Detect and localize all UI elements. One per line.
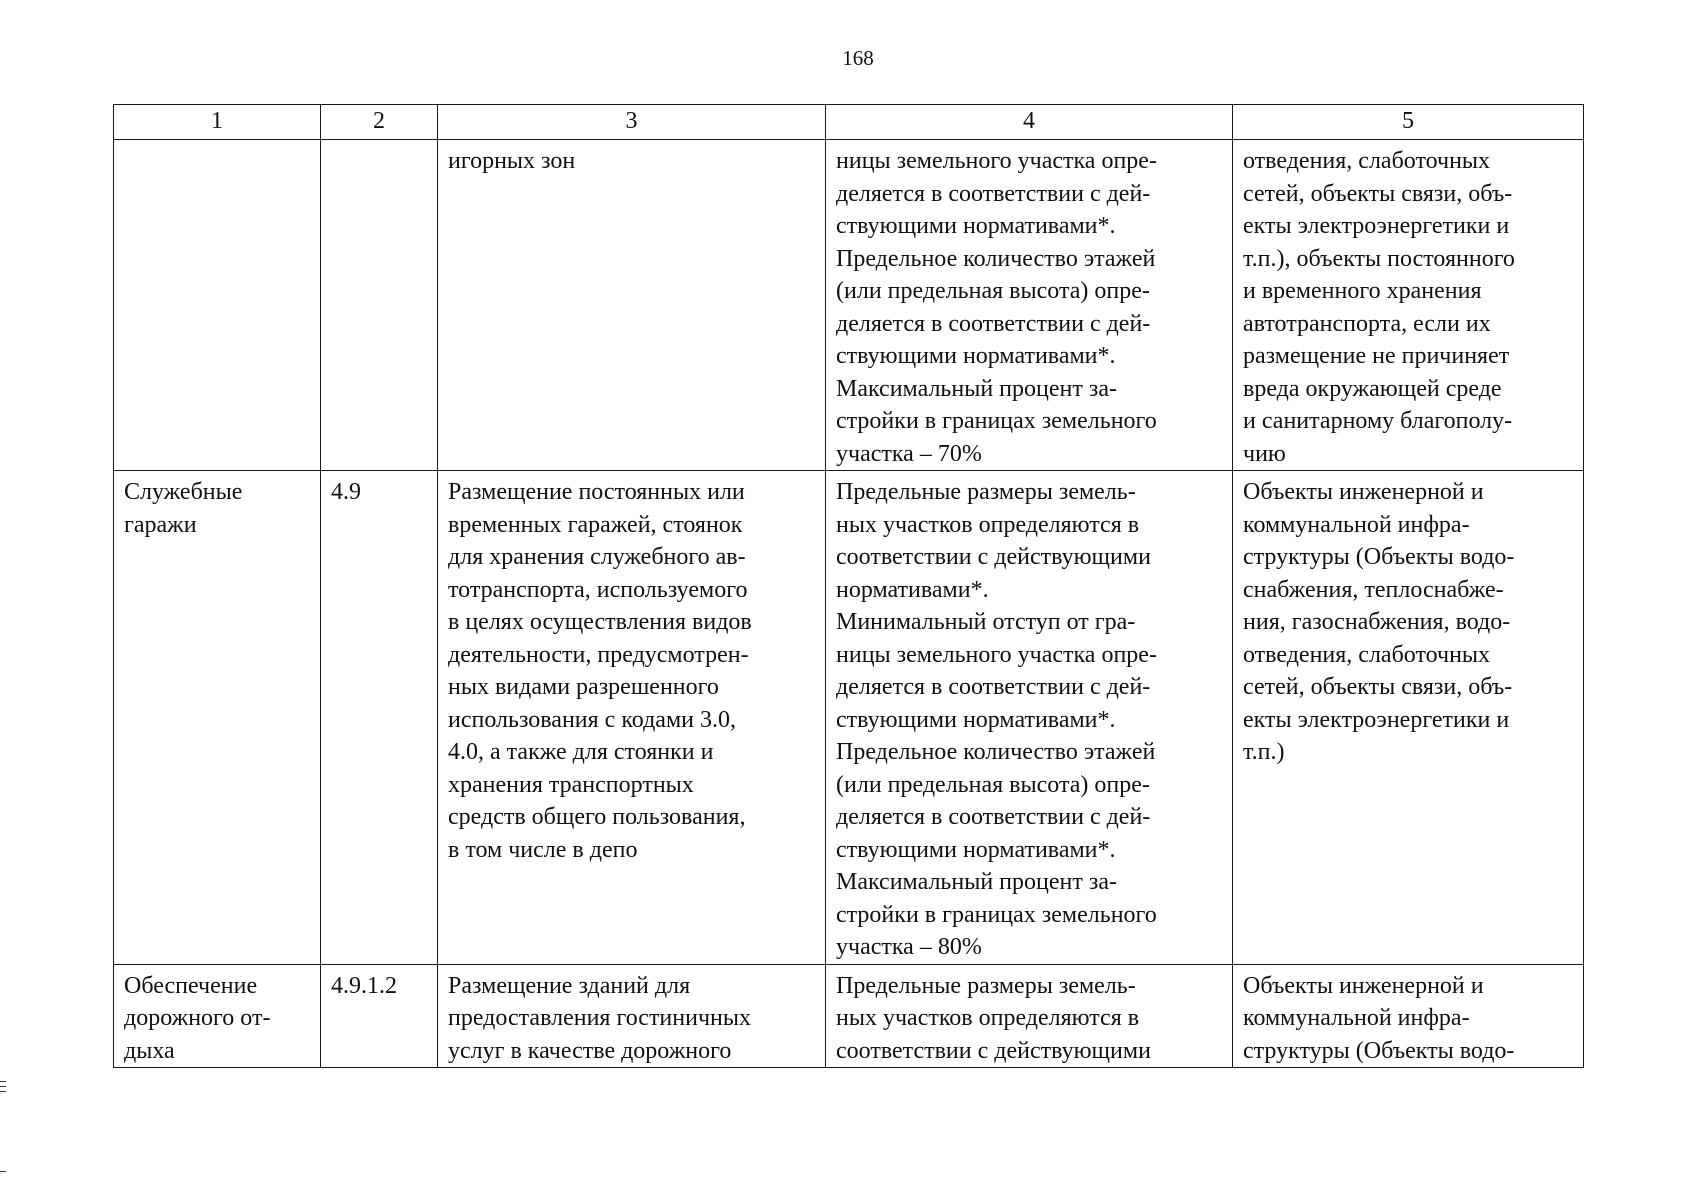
cell-text-line: Предельные размеры земель- (836, 972, 1136, 999)
cell-text-line: деятельности, предусмотрен- (448, 641, 749, 668)
cell-text-line: Максимальный процент за- (836, 375, 1117, 402)
cell-text-line: структуры (Объекты водо- (1243, 1037, 1515, 1064)
column-header: 5 (1233, 105, 1584, 140)
cell-text-line: Служебные (124, 479, 243, 505)
cell-text-line: участка – 70% (836, 440, 982, 467)
cell-text-line: для хранения служебного ав- (448, 544, 746, 570)
cell-text-line: в том числе в депо (448, 836, 638, 863)
cell-text-line: тотранспорта, используемого (448, 576, 748, 603)
cell-text-line: чию (1243, 440, 1286, 467)
cell-text-line: и санитарному благополу- (1243, 408, 1513, 434)
cell-text-line: Размещение постоянных или (448, 479, 745, 505)
parameters-cell (826, 964, 1233, 1068)
cell-text-line: в целях осуществления видов (448, 609, 752, 635)
cell-text-line: структуры (Объекты водо- (1243, 544, 1515, 570)
cell-text-line: ния, газоснабжения, водо- (1243, 609, 1511, 635)
cell-text-line: 4.0, а также для стоянки и (448, 739, 714, 765)
code-cell (321, 964, 438, 1068)
column-header: 1 (114, 105, 321, 140)
cell-text-line: деляется в соответствии с дей- (836, 804, 1151, 830)
cell-text-line: деляется в соответствии с дей- (836, 674, 1151, 700)
cell-text-line: участка – 80% (836, 934, 982, 960)
cell-text-line: стройки в границах земельного (836, 901, 1157, 928)
cell-text-line: услуг в качестве дорожного (448, 1037, 732, 1064)
cell-text-line: деляется в соответствии с дей- (836, 310, 1151, 337)
column-header: 2 (321, 105, 438, 140)
code-cell (321, 140, 438, 471)
cell-text-line: использования с кодами 3.0, (448, 706, 736, 733)
use-type-cell (114, 471, 321, 965)
cell-text-line: ных видами разрешенного (448, 674, 719, 700)
margin-tick (0, 1091, 6, 1092)
cell-text-line: отведения, слаботочных (1243, 148, 1491, 174)
description-cell (438, 471, 826, 965)
cell-text-line: ствующими нормативами*. (836, 343, 1116, 369)
cell-text-line: деляется в соответствии с дей- (836, 180, 1151, 207)
page-number: 168 (842, 46, 874, 70)
auxiliary-objects-cell (1233, 140, 1584, 471)
cell-text-line: коммунальной инфра- (1243, 511, 1470, 538)
cell-text-line: вреда окружающей среде (1243, 375, 1502, 402)
cell-text-line: игорных зон (448, 148, 576, 174)
cell-text-line: Предельные размеры земель- (836, 479, 1136, 505)
table-row (114, 140, 1584, 471)
description-cell (438, 140, 826, 471)
cell-text-line: Предельное количество этажей (836, 245, 1156, 272)
column-header: 4 (826, 105, 1233, 140)
description-cell (438, 964, 826, 1068)
cell-text-line: Объекты инженерной и (1243, 972, 1484, 999)
parameters-cell (826, 140, 1233, 471)
cell-text-line: временных гаражей, стоянок (448, 511, 743, 538)
cell-text-line: Минимальный отступ от гра- (836, 609, 1136, 635)
cell-text-line: (или предельная высота) опре- (836, 771, 1150, 798)
table-row (114, 471, 1584, 965)
cell-text-line: екты электроэнергетики и (1243, 213, 1510, 239)
auxiliary-objects-cell (1233, 964, 1584, 1068)
parameters-cell (826, 471, 1233, 965)
table-header-row (114, 105, 1584, 140)
column-header: 3 (438, 105, 826, 140)
cell-text-line: ных участков определяются в (836, 1005, 1140, 1031)
cell-text-line: сетей, объекты связи, объ- (1243, 674, 1513, 700)
cell-text-line: отведения, слаботочных (1243, 641, 1491, 668)
cell-text-line: ницы земельного участка опре- (836, 148, 1157, 174)
margin-tick (0, 1171, 6, 1172)
cell-text-line: Объекты инженерной и (1243, 479, 1484, 505)
cell-text-line: т.п.), объекты постоянного (1243, 245, 1515, 272)
cell-text-line: размещение не причиняет (1243, 343, 1510, 369)
margin-tick (0, 1086, 6, 1087)
cell-text-line: хранения транспортных (448, 771, 694, 798)
cell-text-line: гаражи (124, 511, 197, 538)
cell-text-line: стройки в границах земельного (836, 408, 1157, 434)
cell-text-line: ствующими нормативами*. (836, 213, 1116, 239)
land-use-table (113, 104, 1584, 1068)
cell-text-line: 4.9 (331, 479, 361, 505)
use-type-cell (114, 140, 321, 471)
cell-text-line: ствующими нормативами*. (836, 836, 1116, 863)
cell-text-line: 4.9.1.2 (331, 972, 397, 999)
cell-text-line: соответствии с действующими (836, 544, 1151, 570)
table-row (114, 964, 1584, 1068)
cell-text-line: дыха (124, 1037, 175, 1064)
cell-text-line: сетей, объекты связи, объ- (1243, 180, 1513, 207)
code-cell (321, 471, 438, 965)
cell-text-line: екты электроэнергетики и (1243, 706, 1510, 733)
cell-text-line: т.п.) (1243, 739, 1285, 765)
cell-text-line: Предельное количество этажей (836, 739, 1156, 765)
use-type-cell (114, 964, 321, 1068)
cell-text-line: снабжения, теплоснабже- (1243, 576, 1504, 603)
cell-text-line: и временного хранения (1243, 278, 1482, 304)
cell-text-line: Размещение зданий для (448, 972, 691, 999)
auxiliary-objects-cell (1233, 471, 1584, 965)
cell-text-line: ствующими нормативами*. (836, 706, 1116, 733)
cell-text-line: предоставления гостиничных (448, 1005, 751, 1031)
cell-text-line: Максимальный процент за- (836, 869, 1117, 895)
cell-text-line: ных участков определяются в (836, 511, 1140, 538)
cell-text-line: соответствии с действующими (836, 1037, 1151, 1064)
cell-text-line: коммунальной инфра- (1243, 1005, 1470, 1031)
cell-text-line: дорожного от- (124, 1005, 271, 1031)
cell-text-line: (или предельная высота) опре- (836, 278, 1150, 304)
cell-text-line: автотранспорта, если их (1243, 310, 1491, 337)
cell-text-line: нормативами*. (836, 576, 989, 603)
margin-tick (0, 1081, 6, 1082)
cell-text-line: Обеспечение (124, 972, 258, 999)
cell-text-line: ницы земельного участка опре- (836, 641, 1157, 668)
cell-text-line: средств общего пользования, (448, 804, 746, 830)
